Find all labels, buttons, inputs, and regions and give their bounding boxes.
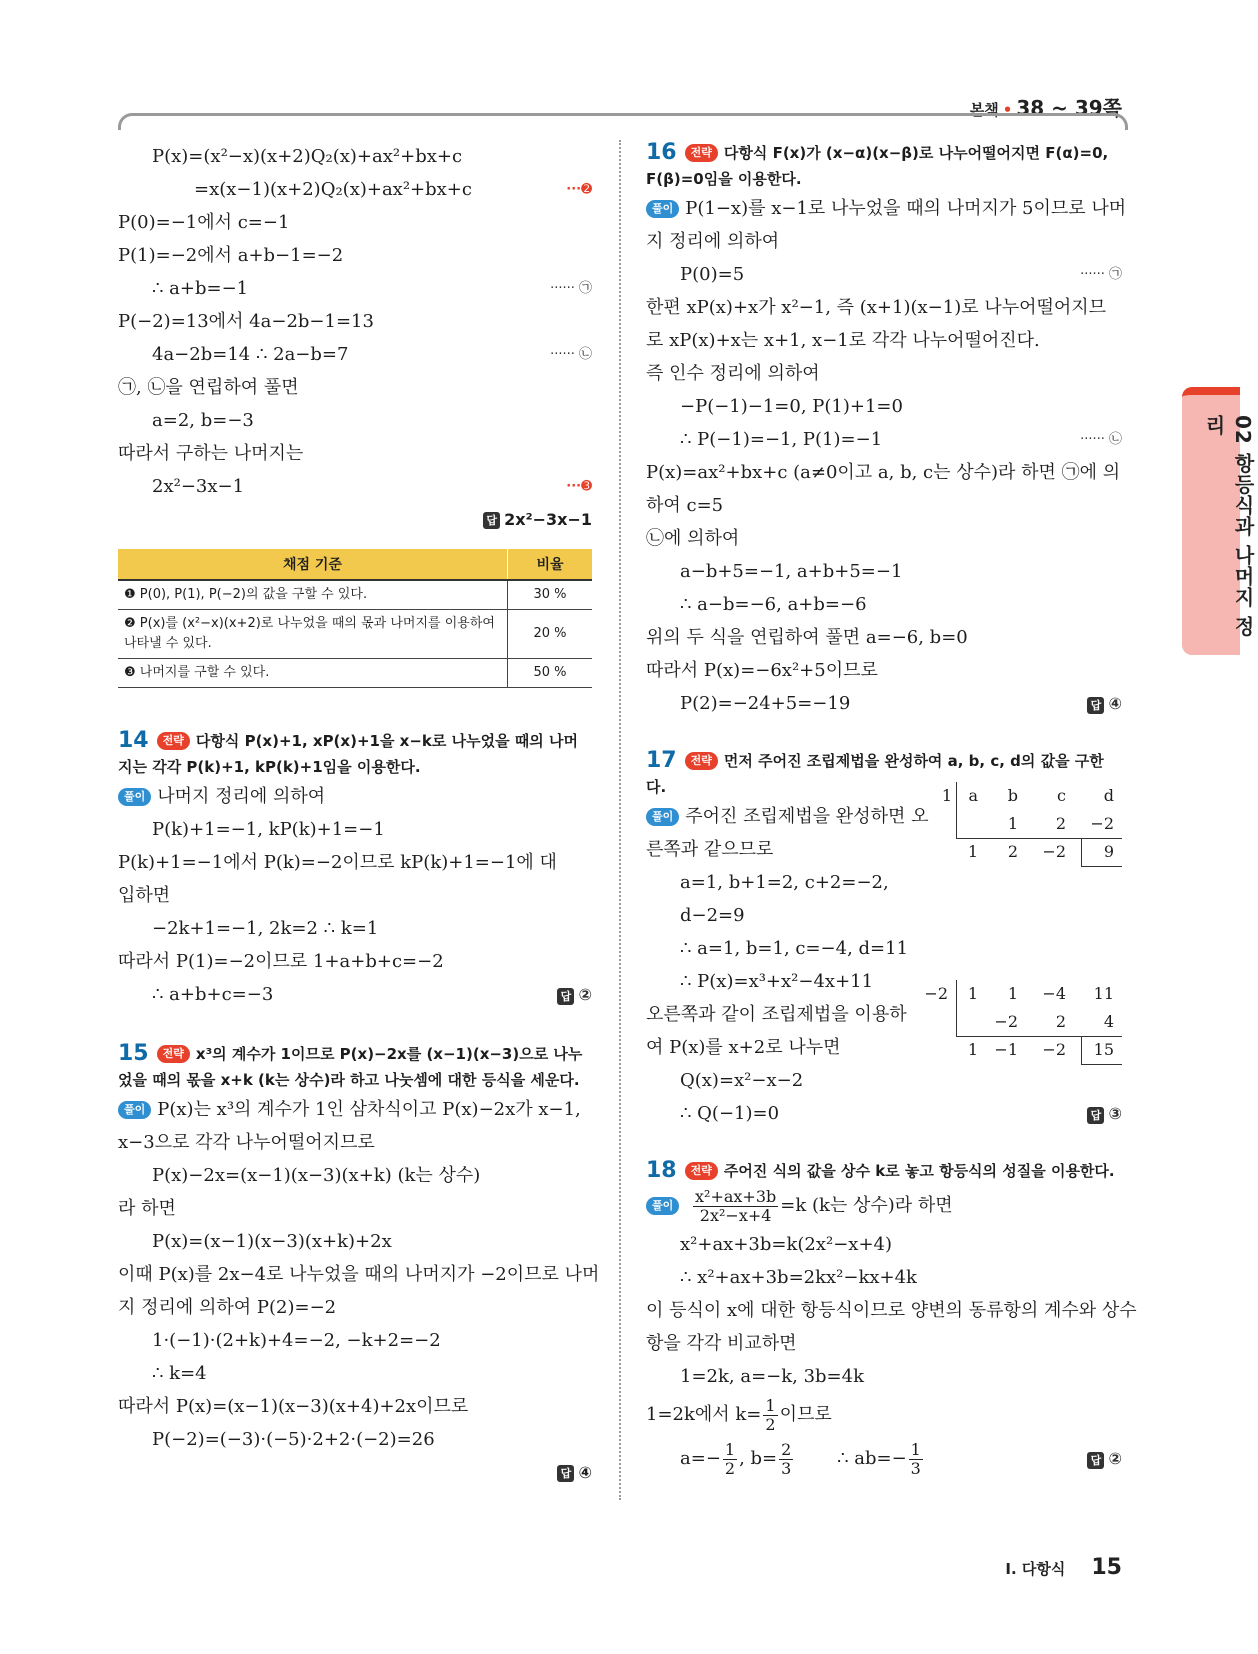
solution-line: 풀이 주어진 조립제법을 완성하면 오	[646, 800, 1122, 833]
math-line: 1·(−1)·(2+k)+4=−2, −k+2=−2	[152, 1330, 441, 1351]
synth-row: 1 a b c d	[944, 782, 1122, 810]
math-line: 1=2k에서 k= $\frac{1}{2}$ 이므로	[646, 1395, 832, 1434]
table-cell: 20 %	[508, 610, 593, 659]
table-row	[118, 659, 592, 688]
solution-line: 풀이 P(x)는 x³의 계수가 1인 삼차식이고 P(x)−2x가 x−1,	[118, 1093, 592, 1126]
right-column	[646, 140, 1137, 1481]
answer-14: 답 ②	[557, 978, 592, 1011]
synth-row: 1 2 −2 9	[967, 842, 1114, 861]
answer-15: 답 ④	[118, 1456, 592, 1490]
solution-badge: 풀이	[646, 1197, 679, 1215]
strategy-text: x³의 계수가 1이므로 P(x)−2x를 (x−1)(x−3)으로 나누었을 때의 몫을 x+k (k는 상수)라 하고 나눗셈에 대한 등식을 세운다.	[118, 1045, 583, 1089]
problem-number: 16	[646, 140, 677, 165]
problem-18	[646, 1158, 1137, 1481]
fraction: $\frac{1}{3}$	[910, 1439, 921, 1478]
scoring-table	[118, 549, 592, 688]
math-line: 지 정리에 의하여	[646, 231, 780, 252]
answer-icon: 답	[483, 512, 500, 529]
fraction: $\frac{2}{3}$	[781, 1439, 792, 1478]
fraction: $\frac{1}{2}$	[724, 1439, 736, 1478]
step2-marker: ···➋	[566, 182, 592, 197]
solution-line: 풀이 $\frac{\text{x²+ax+3b}}{\text{2x²−x+4}}$ =k (k는 상수)라 하면	[646, 1184, 1122, 1228]
math-line: 위의 두 식을 연립하여 풀면 a=−6, b=0	[646, 627, 968, 648]
math-line: ∴ a−b=−6, a+b=−6	[680, 594, 867, 615]
math-line: 4a−2b=14 ∴ 2a−b=7 ······ ㉡	[118, 338, 592, 371]
math-line: 2x²−3x−1 ···➌	[118, 470, 592, 503]
synth-row: −2 2 4	[994, 1012, 1114, 1031]
solution-badge: 풀이	[118, 1101, 151, 1119]
problem-header	[646, 1158, 1122, 1184]
math-line: x²+ax+3b=k(2x²−x+4)	[680, 1234, 893, 1255]
math-line: P(1)=−2에서 a+b−1=−2	[118, 245, 344, 266]
answer-icon: 답	[1087, 697, 1104, 714]
math-line: 한편 xP(x)+x가 x²−1, 즉 (x+1)(x−1)로 나누어떨어지므	[646, 297, 1107, 318]
solution-line: 풀이 P(1−x)를 x−1로 나누었을 때의 나머지가 5이므로 나머	[646, 192, 1122, 225]
math-line: 입하면	[118, 885, 171, 906]
table-cell: ❷ P(x)를 (x²−x)(x+2)로 나누었을 때의 몫과 나머지를 이용하여 나타낼 수 있다.	[118, 610, 508, 659]
math-line: 오른쪽과 같이 조립제법을 이용하	[646, 1004, 907, 1025]
math-line: P(−2)=(−3)·(−5)·2+2·(−2)=26	[152, 1429, 435, 1450]
answer-13: 답 2x²−3x−1	[118, 503, 592, 537]
book-label: 본책	[969, 101, 999, 119]
section-label: Ⅰ. 다항식	[1005, 1560, 1066, 1578]
strategy-badge: 전략	[685, 144, 718, 162]
eq-marker-1: ······ ㉠	[1080, 267, 1122, 282]
strategy-text: 먼저 주어진 조립제법을 완성하여 a, b, c, d의 값을 구한다.	[646, 752, 1104, 796]
solution-badge: 풀이	[118, 788, 151, 806]
math-line: a−b+5=−1, a+b+5=−1	[680, 561, 903, 582]
math-line: Q(x)=x²−x−2	[680, 1070, 804, 1091]
problem-16	[646, 140, 1127, 720]
problem-14	[118, 728, 592, 1011]
eq-marker-1: ······ ㉠	[550, 281, 592, 296]
table-row	[118, 580, 592, 610]
table-cell: ❶ P(0), P(1), P(−2)의 값을 구할 수 있다.	[118, 580, 508, 610]
synth-divisor: 1	[941, 786, 952, 805]
math-line: ∴ Q(−1)=0 답 ③	[646, 1097, 1122, 1130]
table-cell: ❸ 나머지를 구할 수 있다.	[118, 659, 508, 688]
math-line: d−2=9	[680, 905, 745, 926]
math-line: ∴ a=1, b=1, c=−4, d=11	[680, 938, 909, 959]
math-line: a=1, b+1=2, c+2=−2,	[680, 872, 889, 893]
synth-divisor: −2	[924, 984, 948, 1003]
solution-line: 풀이 나머지 정리에 의하여	[118, 780, 592, 813]
math-line: 지 정리에 의하여 P(2)=−2	[118, 1297, 337, 1318]
math-line: a=− $\frac{1}{2}$ , b= $\frac{2}{3}$ ∴ ab=− $\frac{1}{3}$ 답 ②	[646, 1437, 1122, 1481]
math-line: 따라서 P(x)=−6x²+5이므로	[646, 660, 878, 681]
fraction: $\frac{\text{x²+ax+3b}}{\text{2x²−x+4}}$	[695, 1186, 777, 1225]
solution-badge: 풀이	[646, 200, 679, 218]
eq-marker-2: ······ ㉡	[1080, 432, 1122, 447]
chapter-side-tab	[1182, 387, 1255, 655]
synth-row: 1 −1 −2 15	[967, 1040, 1114, 1059]
math-line: 로 xP(x)+x는 x+1, x−1로 각각 나누어떨어진다.	[646, 330, 1040, 351]
chapter-title: 02 항등식과 나머지 정리	[1202, 415, 1255, 637]
eq-marker-2: ······ ㉡	[550, 347, 592, 362]
math-line: ∴ x²+ax+3b=2kx²−kx+4k	[680, 1267, 917, 1288]
math-line: ㉠, ㉡을 연립하여 풀면	[118, 377, 299, 398]
answer-17: 답 ③	[1087, 1097, 1122, 1130]
strategy-badge: 전략	[157, 1045, 190, 1063]
math-line: ∴ P(x)=x³+x²−4x+11	[680, 971, 874, 992]
math-line: ∴ k=4	[152, 1363, 207, 1384]
problem-header	[118, 1041, 592, 1093]
problem-17	[646, 748, 1122, 1130]
page-footer	[1005, 1555, 1122, 1580]
table-row	[118, 610, 592, 659]
math-line: −P(−1)−1=0, P(1)+1=0	[680, 396, 903, 417]
answer-icon: 답	[1087, 1107, 1104, 1124]
solution-badge: 풀이	[646, 808, 679, 826]
math-line: P(k)+1=−1, kP(k)+1=−1	[152, 819, 385, 840]
math-line: ㉡에 의하여	[646, 528, 740, 549]
strategy-text: 다항식 F(x)가 (x−α)(x−β)로 나누어떨어지면 F(α)=0, F(β)=0임을 이용한다.	[646, 144, 1109, 188]
math-line: 즉 인수 정리에 의하여	[646, 363, 820, 384]
math-line: 따라서 P(1)=−2이므로 1+a+b+c=−2	[118, 951, 444, 972]
problem-15	[118, 1041, 600, 1490]
strategy-badge: 전략	[157, 732, 190, 750]
math-line: a=2, b=−3	[152, 410, 254, 431]
synth-row: −2 1 1 −4 11	[944, 980, 1122, 1008]
math-line: P(x)=(x²−x)(x+2)Q₂(x)+ax²+bx+c	[152, 146, 463, 167]
math-line: 른쪽과 같으므로	[646, 839, 774, 860]
math-line: P(x)=(x−1)(x−3)(x+k)+2x	[152, 1231, 392, 1252]
math-line: 1=2k, a=−k, 3b=4k	[680, 1366, 864, 1387]
page-number: 15	[1091, 1555, 1122, 1580]
math-line: ∴ P(−1)=−1, P(1)=−1 ······ ㉡	[646, 423, 1122, 456]
math-line: x−3으로 각각 나누어떨어지므로	[118, 1132, 375, 1153]
math-line: 따라서 P(x)=(x−1)(x−3)(x+4)+2x이므로	[118, 1396, 469, 1417]
header-dot: •	[1002, 101, 1013, 119]
strategy-text: 다항식 P(x)+1, xP(x)+1을 x−k로 나누었을 때의 나머지는 각각 P(k)+1, kP(k)+1임을 이용한다.	[118, 732, 578, 776]
math-line: =x(x−1)(x+2)Q₂(x)+ax²+bx+c ···➋	[118, 173, 592, 206]
table-header: 비율	[508, 549, 593, 580]
problem-header	[118, 728, 592, 780]
page-range: 38 ~ 39쪽	[1016, 96, 1122, 120]
answer-16: 답 ④	[1087, 687, 1122, 720]
math-line: P(0)=−1에서 c=−1	[118, 212, 290, 233]
math-line: 라 하면	[118, 1198, 176, 1219]
math-line: P(k)+1=−1에서 P(k)=−2이므로 kP(k)+1=−1에 대	[118, 852, 557, 873]
answer-18: 답 ②	[1087, 1437, 1122, 1481]
column-divider	[619, 140, 621, 1500]
problem-number: 18	[646, 1158, 677, 1183]
math-line: P(x)=ax²+bx+c (a≠0이고 a, b, c는 상수)라 하면 ㉠에 의	[646, 462, 1121, 483]
math-line: −2k+1=−1, 2k=2 ∴ k=1	[152, 918, 379, 939]
math-line: P(x)−2x=(x−1)(x−3)(x+k) (k는 상수)	[152, 1165, 481, 1186]
math-line: 이때 P(x)를 2x−4로 나누었을 때의 나머지가 −2이므로 나머	[118, 1264, 600, 1285]
math-line: 항을 각각 비교하면	[646, 1333, 797, 1354]
strategy-badge: 전략	[685, 752, 718, 770]
math-line: P(2)=−24+5=−19 답 ④	[646, 687, 1122, 720]
math-line: P(0)=5 ······ ㉠	[646, 258, 1122, 291]
math-line: P(−2)=13에서 4a−2b−1=13	[118, 311, 374, 332]
table-header: 채점 기준	[118, 549, 508, 580]
answer-icon: 답	[557, 988, 574, 1005]
synth-row: 1 2 −2	[1007, 814, 1114, 833]
table-cell: 30 %	[508, 580, 593, 610]
left-column	[118, 140, 600, 1490]
step3-marker: ···➌	[566, 479, 592, 494]
table-cell: 50 %	[508, 659, 593, 688]
problem-number: 15	[118, 1041, 149, 1066]
math-line: 하여 c=5	[646, 495, 724, 516]
answer-icon: 답	[557, 1465, 574, 1482]
top-bracket-line	[118, 113, 1128, 130]
problem-number: 17	[646, 748, 677, 773]
problem-header	[646, 140, 1122, 192]
math-line: ∴ a+b=−1 ······ ㉠	[118, 272, 592, 305]
problem-number: 14	[118, 728, 149, 753]
math-line: 이 등식이 x에 대한 항등식이므로 양변의 동류항의 계수와 상수	[646, 1300, 1137, 1321]
fraction: $\frac{1}{2}$	[765, 1395, 776, 1434]
strategy-text: 주어진 식의 값을 상수 k로 놓고 항등식의 성질을 이용한다.	[723, 1162, 1115, 1180]
answer-icon: 답	[1087, 1452, 1104, 1469]
math-line: 따라서 구하는 나머지는	[118, 443, 304, 464]
math-line: 여 P(x)를 x+2로 나누면	[646, 1037, 841, 1058]
math-line: ∴ a+b+c=−3 답 ②	[118, 978, 592, 1011]
strategy-badge: 전략	[685, 1162, 718, 1180]
